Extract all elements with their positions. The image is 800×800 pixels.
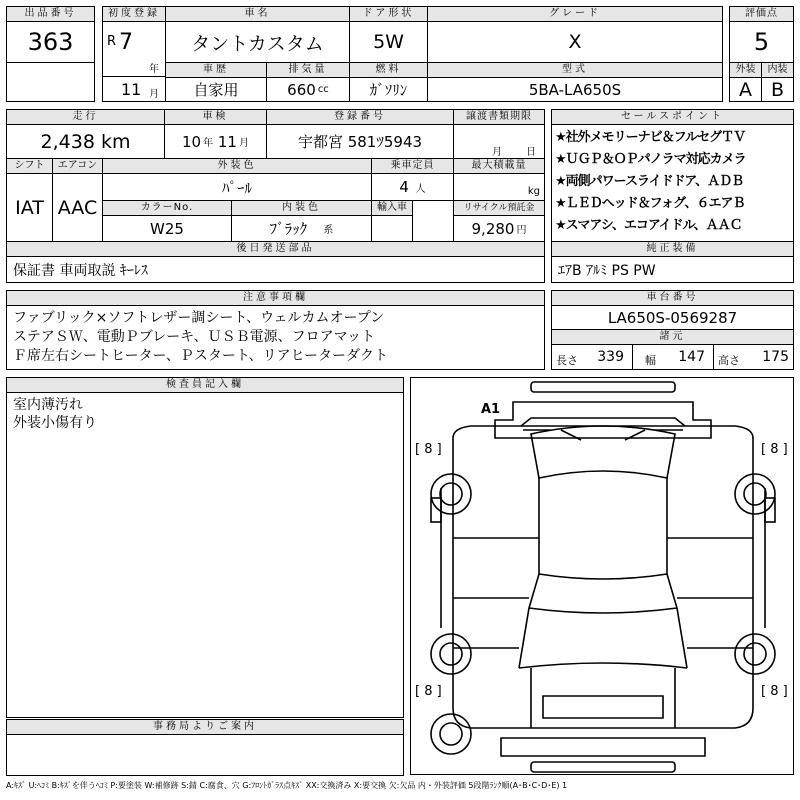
exterior-grade-label: 外装 <box>729 62 762 78</box>
displacement-value: 660 <box>287 80 316 99</box>
office-box <box>6 734 404 776</box>
grade-label: グレード <box>427 6 723 22</box>
first-reg-era: R <box>107 34 117 49</box>
notes-line: ファブリック×ソフトレザー調シート、ウェルカムオープン <box>13 310 385 326</box>
transfer-month-unit: 月 <box>492 147 502 158</box>
mileage-cell <box>6 124 165 159</box>
notes-line: Ｆ席左右シートヒーター、Ｐスタート、リアヒーターダクト <box>13 348 389 364</box>
spec-height: 175 <box>762 349 789 365</box>
model-value: 5BA-LA650S <box>427 77 723 102</box>
spec-width-cell <box>632 344 714 370</box>
sales-point-item: ★社外メモリーナビ＆フルセグＴＶ <box>555 130 746 145</box>
max-load-cell <box>453 173 545 201</box>
history-value: 自家用 <box>165 77 267 102</box>
capacity-value: 4 <box>399 178 409 196</box>
max-load-label: 最大積載量 <box>453 158 545 174</box>
car-name-label: 車名 <box>165 6 350 22</box>
sales-point-item: ★両側パワースライドドア、ＡＤＢ <box>555 174 744 189</box>
spec-height-label: 高さ <box>718 354 740 367</box>
door-label: ドア形状 <box>349 6 428 22</box>
first-reg-year: 7 <box>119 30 133 55</box>
spec-length-cell <box>551 344 633 370</box>
first-reg-month-cell <box>102 76 166 102</box>
car-outline-svg <box>411 378 795 776</box>
color-no: W25 <box>102 215 232 242</box>
interior-color: ﾌﾞﾗｯｸ <box>269 220 308 238</box>
inspection-month: 11 <box>217 132 237 151</box>
reg-number: 宇都宮 581ﾂ5943 <box>266 124 454 159</box>
sales-points-label: セールスポイント <box>551 109 794 125</box>
lot-label: 出品番号 <box>6 6 95 22</box>
first-reg-year-unit: 年 <box>149 64 159 75</box>
tire-front-right: [ 8 ] <box>761 442 788 457</box>
displacement-unit: cc <box>317 84 329 95</box>
spec-length-label: 長さ <box>556 354 578 367</box>
exterior-grade: A <box>729 77 762 102</box>
transfer-day-unit: 日 <box>526 147 536 158</box>
specs-label: 諸元 <box>551 329 794 345</box>
inspection-year-unit: 年 <box>203 138 214 149</box>
mileage-value: 2,438 <box>40 130 95 153</box>
spec-width-label: 幅 <box>645 354 656 367</box>
displacement-cell <box>266 77 350 102</box>
aircon-value: AAC <box>52 173 103 242</box>
capacity-label: 乗車定員 <box>371 158 454 174</box>
inspector-line: 室内薄汚れ <box>13 397 83 413</box>
genuine-label: 純正装備 <box>551 241 794 257</box>
model-label: 型式 <box>427 62 723 78</box>
capacity-cell <box>371 173 454 201</box>
sales-points-list <box>551 124 794 242</box>
inspector-box <box>6 392 404 718</box>
damage-mark: A1 <box>481 402 501 417</box>
inspector-line: 外装小傷有り <box>13 415 97 431</box>
exterior-color-label: 外装色 <box>102 158 372 174</box>
recycle-label: リサイクル預託金 <box>453 200 545 216</box>
inspection-label: 車検 <box>164 109 267 125</box>
color-no-label: カラーNo. <box>102 200 232 216</box>
chassis-label: 車台番号 <box>551 290 794 306</box>
interior-color-cell <box>231 215 372 242</box>
tire-rear-right: [ 8 ] <box>761 684 788 699</box>
interior-color-label: 内装色 <box>231 200 372 216</box>
interior-grade-label: 内装 <box>761 62 794 78</box>
spec-length: 339 <box>597 349 624 365</box>
fuel-value: ｶﾞｿﾘﾝ <box>349 77 428 102</box>
score-value: 5 <box>729 21 794 63</box>
sales-point-item: ★ＬＥＤヘッド＆フォグ、６エアＢ <box>555 196 745 211</box>
chassis-number: LA650S-0569287 <box>551 305 794 330</box>
score-label: 評価点 <box>729 6 794 22</box>
inspection-year: 10 <box>182 132 202 151</box>
tire-rear-left: [ 8 ] <box>415 684 442 699</box>
transfer-label: 譲渡書類期限 <box>453 109 545 125</box>
notes-line: ステアＳＷ、電動Ｐブレーキ、ＵＳＢ電源、フロアマット <box>13 329 376 345</box>
displacement-label: 排気量 <box>266 62 350 78</box>
history-label: 車歴 <box>165 62 267 78</box>
recycle-cell <box>453 215 545 242</box>
spec-width: 147 <box>678 349 705 365</box>
spec-height-cell <box>713 344 794 370</box>
transfer-cell <box>453 124 545 159</box>
recycle-value: 9,280 <box>471 219 515 238</box>
lot-number: 363 <box>6 21 95 63</box>
door-value: 5W <box>349 21 428 63</box>
first-reg-month-unit: 月 <box>149 89 159 100</box>
tire-front-left: [ 8 ] <box>415 442 442 457</box>
first-reg-year-cell <box>102 21 166 77</box>
sales-point-item: ★ＵＧＰ＆ＯＰパノラマ対応カメラ <box>555 152 746 167</box>
import-label: 輸入車 <box>371 200 413 216</box>
reg-number-label: 登録番号 <box>266 109 454 125</box>
later-parts: 保証書 車両取説 ｷｰﾚｽ <box>6 256 545 283</box>
inspection-cell <box>164 124 267 159</box>
first-reg-month: 11 <box>121 80 142 99</box>
max-load-unit: kg <box>527 186 540 197</box>
sales-point-item: ★スマアシ、エコアイドル、ＡＡＣ <box>555 218 742 233</box>
interior-grade: B <box>761 77 794 102</box>
lot-blank <box>6 62 95 102</box>
inspection-month-unit: 月 <box>238 138 249 149</box>
mileage-unit: km <box>100 130 131 153</box>
aircon-label: エアコン <box>52 158 103 174</box>
mileage-label: 走行 <box>6 109 165 125</box>
exterior-color: ﾊﾟｰﾙ <box>102 173 372 201</box>
office-label: 事務局よりご案内 <box>6 719 404 735</box>
import-value <box>371 215 413 242</box>
interior-color-unit: 系 <box>323 225 334 236</box>
car-diagram <box>410 377 794 775</box>
shift-value: IAT <box>6 173 53 242</box>
first-reg-label: 初度登録 <box>102 6 166 22</box>
notes-label: 注意事項欄 <box>6 290 545 306</box>
recycle-unit: 円 <box>516 225 527 236</box>
inspector-label: 検査員記入欄 <box>6 377 404 393</box>
fuel-label: 燃料 <box>349 62 428 78</box>
genuine-equipment: ｴｱB ｱﾙﾐ PS PW <box>551 256 794 283</box>
notes-box <box>6 305 545 370</box>
legend-footer: A:ｷｽﾞ U:ﾍｺﾐ B:ｷｽﾞを伴うﾍｺﾐ P:要塗装 W:補修跡 S:錆 C:腐食、穴 G:ﾌﾛﾝﾄｶﾞﾗｽ点ｷｽﾞ XX:交換済み X:要交換 欠:欠品 内・外装評価 5段階ﾗﾝｸ順(A･B･C･D･E) 1 <box>6 781 568 790</box>
later-parts-label: 後日発送部品 <box>6 241 545 257</box>
grade-value: X <box>427 21 723 63</box>
shift-label: シフト <box>6 158 53 174</box>
capacity-unit: 人 <box>415 183 426 195</box>
car-name: タントカスタム <box>165 21 350 63</box>
